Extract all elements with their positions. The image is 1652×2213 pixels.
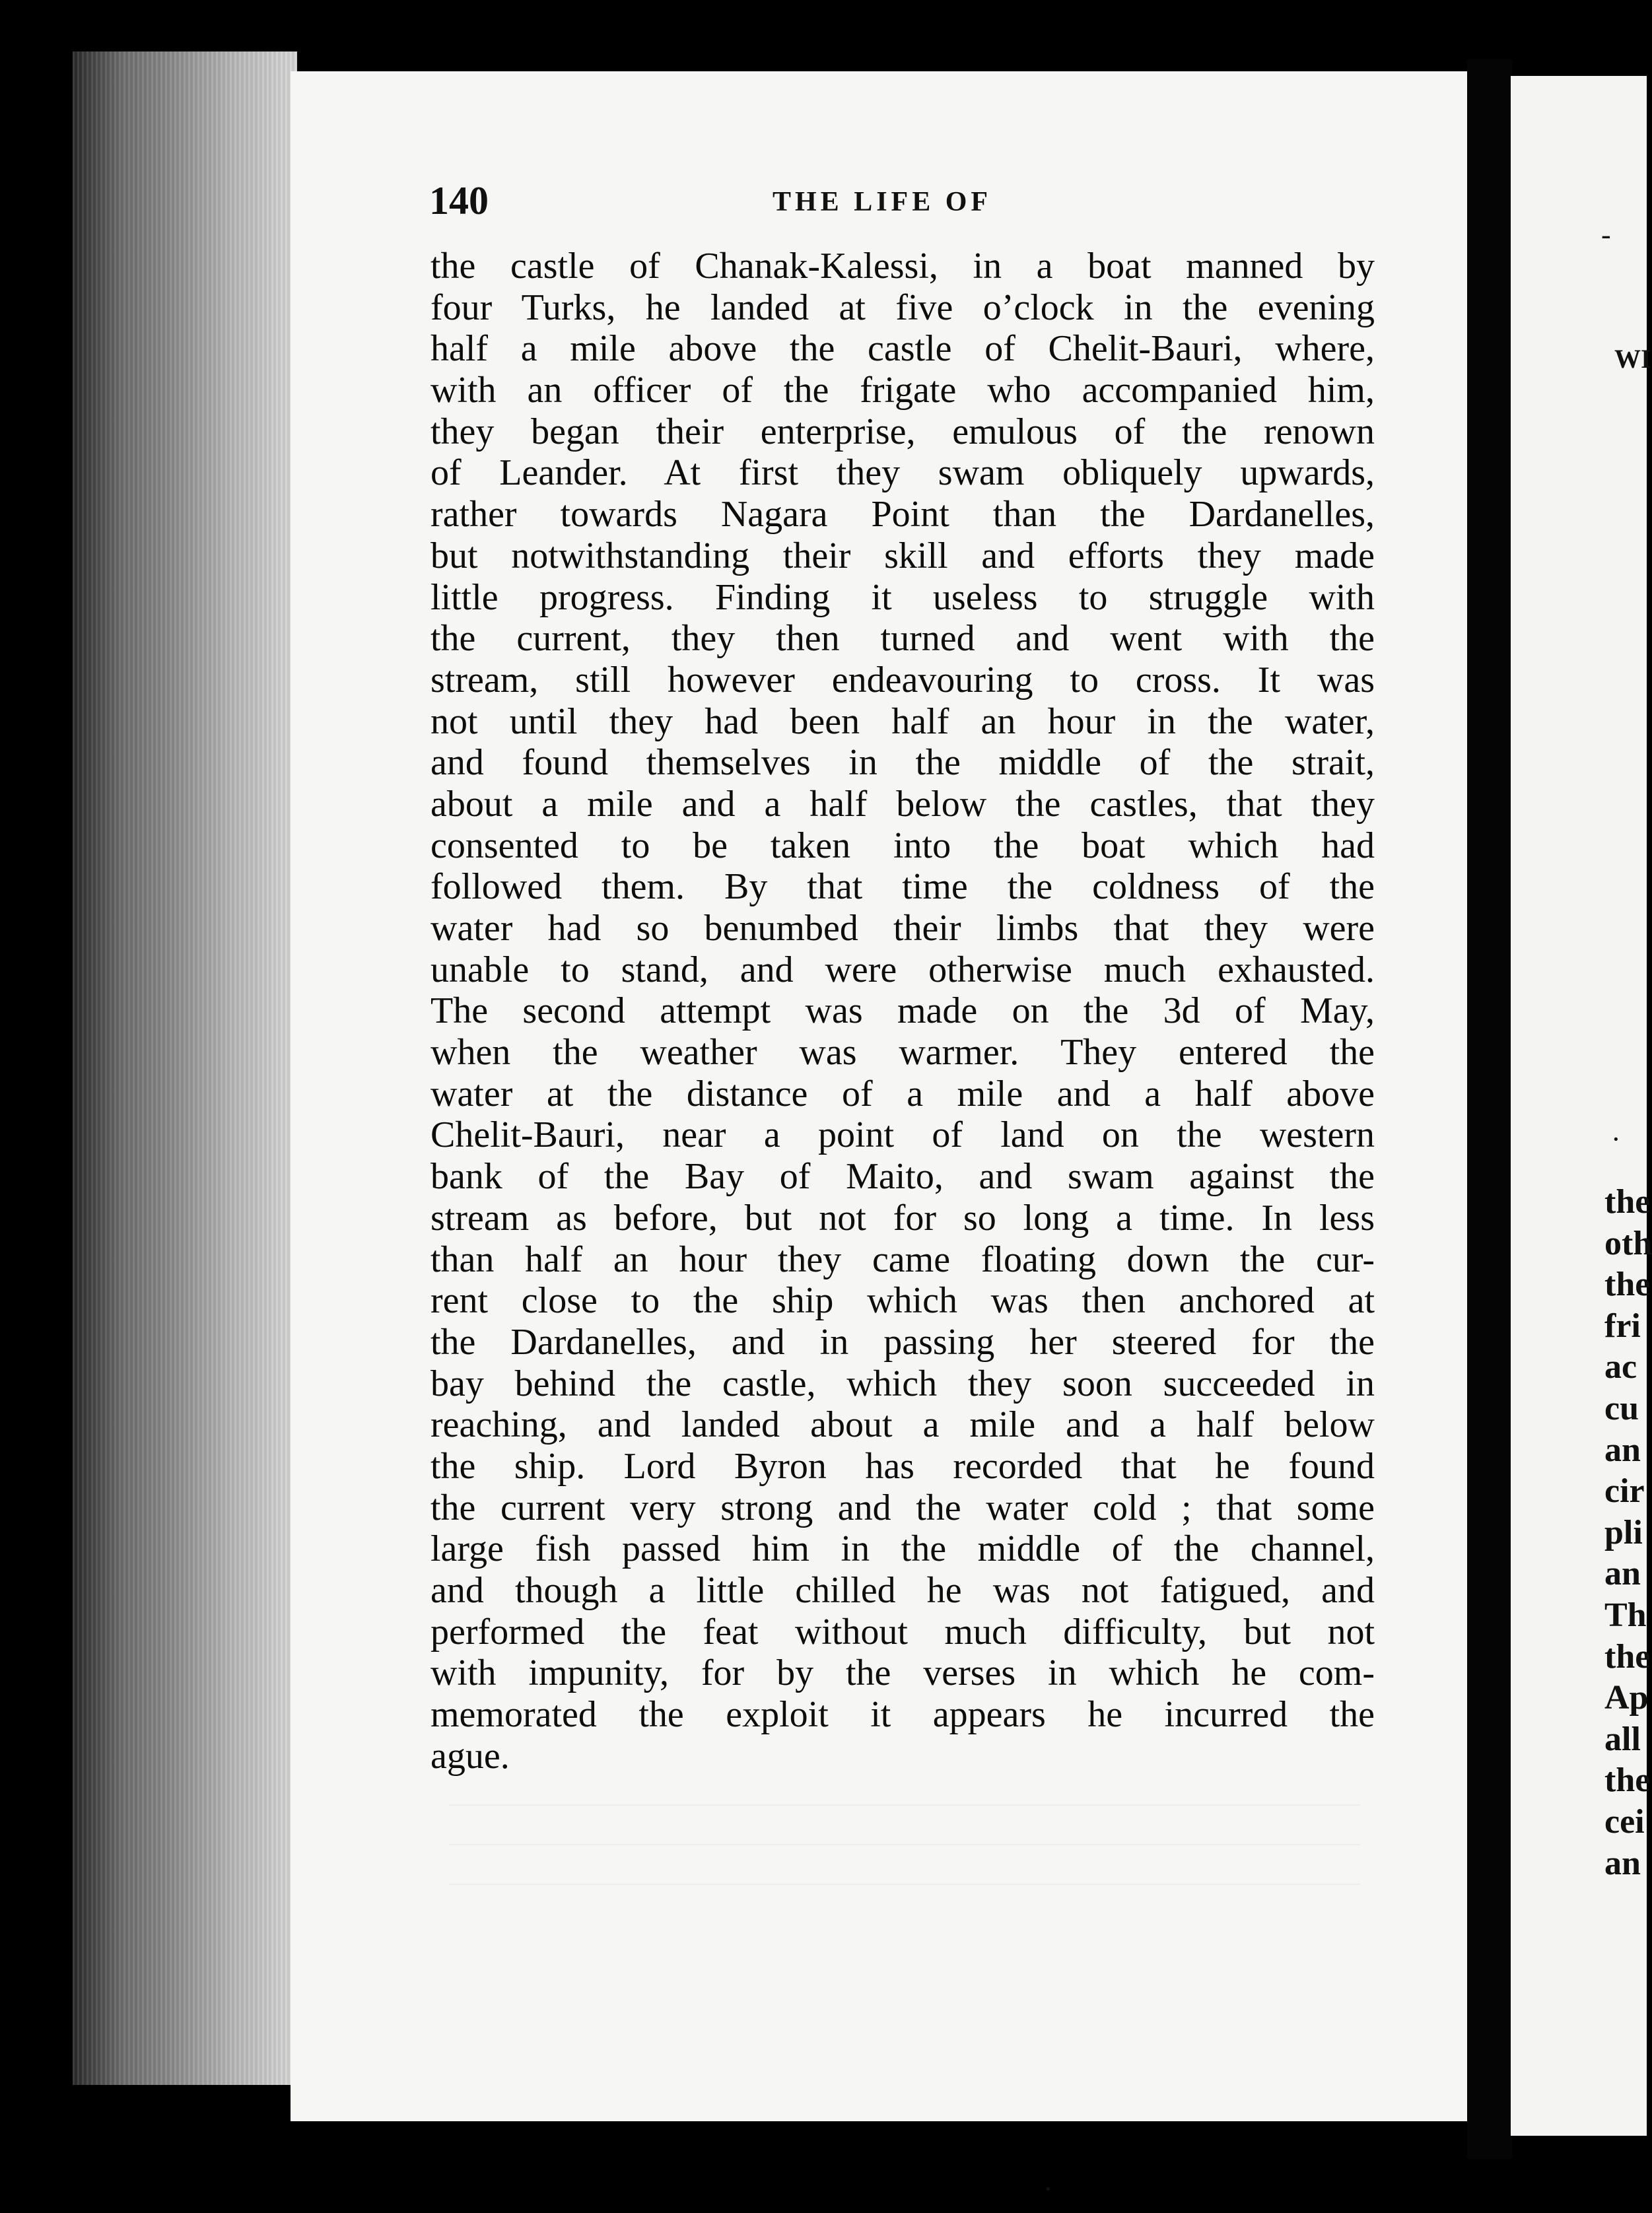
facing-page-line-fragment: oth [1604, 1224, 1652, 1262]
text-line: not until they had been half an hour in the water, [430, 700, 1375, 742]
text-line: memorated the exploit it appears he incurred the [430, 1694, 1375, 1736]
speck-mark: - [1601, 219, 1611, 251]
facing-page-line-fragment: fri [1604, 1307, 1641, 1345]
facing-page-text [1604, 1182, 1652, 1884]
text-line: the current, they then turned and went with the [430, 618, 1375, 660]
text-line: and though a little chilled he was not fatigued, and [430, 1570, 1375, 1611]
book-gutter [1467, 59, 1512, 2159]
page-number: 140 [429, 179, 489, 222]
text-line: unable to stand, and were otherwise much exhausted. [430, 949, 1375, 990]
facing-page-line-fragment: an [1604, 1555, 1641, 1593]
text-line: performed the feat without much difficulty, but not [430, 1611, 1375, 1652]
text-line: stream, still however endeavouring to cross. It was [430, 659, 1375, 700]
text-line: with an officer of the frigate who accompanied him, [430, 370, 1375, 411]
facing-page-line-fragment: cei [1604, 1802, 1645, 1841]
body-text [430, 246, 1375, 1777]
text-line: and found themselves in the middle of the strait, [430, 742, 1375, 784]
text-line: the castle of Chanak-Kalessi, in a boat manned by [430, 246, 1375, 287]
text-line: water had so benumbed their limbs that they were [430, 908, 1375, 949]
text-line: the Dardanelles, and in passing her steered for the [430, 1321, 1375, 1363]
text-line: reaching, and landed about a mile and a half below [430, 1404, 1375, 1446]
text-line: stream as before, but not for so long a time. In less [430, 1197, 1375, 1239]
book-page-edges [73, 51, 297, 2085]
text-line: half a mile above the castle of Chelit-Bauri, where, [430, 328, 1375, 370]
text-line: the current very strong and the water cold ; that some [430, 1487, 1375, 1528]
facing-page-line-fragment: pli [1604, 1513, 1643, 1551]
text-line: Chelit-Bauri, near a point of land on the western [430, 1114, 1375, 1156]
text-line: water at the distance of a mile and a half above [430, 1073, 1375, 1114]
facing-page-line-fragment: Ap [1604, 1679, 1649, 1717]
text-line: with impunity, for by the verses in which he com- [430, 1652, 1375, 1694]
facing-page-line-fragment: Th [1604, 1596, 1647, 1634]
text-line: but notwithstanding their skill and efforts they made [430, 535, 1375, 576]
facing-page-line-fragment: ac [1604, 1348, 1637, 1386]
text-line: rather towards Nagara Point than the Dardanelles, [430, 494, 1375, 535]
text-line: followed them. By that time the coldness of the [430, 866, 1375, 908]
facing-page-line-fragment: cu [1604, 1389, 1639, 1427]
facing-page-line-fragment: the [1604, 1761, 1651, 1800]
facing-page-heading-fragment: WI [1614, 344, 1651, 374]
text-line: large fish passed him in the middle of the channel, [430, 1528, 1375, 1570]
page-header [429, 178, 1373, 231]
text-line: bay behind the castle, which they soon succeeded in [430, 1363, 1375, 1404]
text-line: of Leander. At first they swam obliquely upwards, [430, 452, 1375, 494]
speck-mark: · [1043, 2173, 1053, 2205]
show-through-text [449, 1766, 1360, 1885]
text-line: than half an hour they came floating down the cur- [430, 1239, 1375, 1280]
text-line: the ship. Lord Byron has recorded that he found [430, 1445, 1375, 1487]
facing-page-line-fragment: the [1604, 1266, 1651, 1304]
text-line: they began their enterprise, emulous of the renown [430, 411, 1375, 452]
text-line: about a mile and a half below the castles, that they [430, 783, 1375, 825]
facing-page-line-fragment: an [1604, 1844, 1641, 1882]
text-line: rent close to the ship which was then anchored at [430, 1280, 1375, 1322]
facing-page-line-fragment: all [1604, 1720, 1641, 1758]
text-line: The second attempt was made on the 3d of May, [430, 990, 1375, 1032]
text-line: consented to be taken into the boat which had [430, 825, 1375, 866]
text-line: bank of the Bay of Maito, and swam against the [430, 1156, 1375, 1198]
text-line: ague. [430, 1735, 510, 1777]
speck-mark: · [1611, 1123, 1621, 1155]
facing-page-line-fragment: the [1604, 1183, 1651, 1221]
running-head: THE LIFE OF [773, 187, 992, 217]
text-line: four Turks, he landed at five o’clock in the evening [430, 287, 1375, 328]
facing-page-line-fragment: cir [1604, 1472, 1645, 1511]
text-line: little progress. Finding it useless to struggle with [430, 576, 1375, 618]
facing-page-line-fragment: an [1604, 1431, 1641, 1469]
text-line: when the weather was warmer. They entered the [430, 1032, 1375, 1073]
facing-page-line-fragment: the [1604, 1637, 1651, 1676]
